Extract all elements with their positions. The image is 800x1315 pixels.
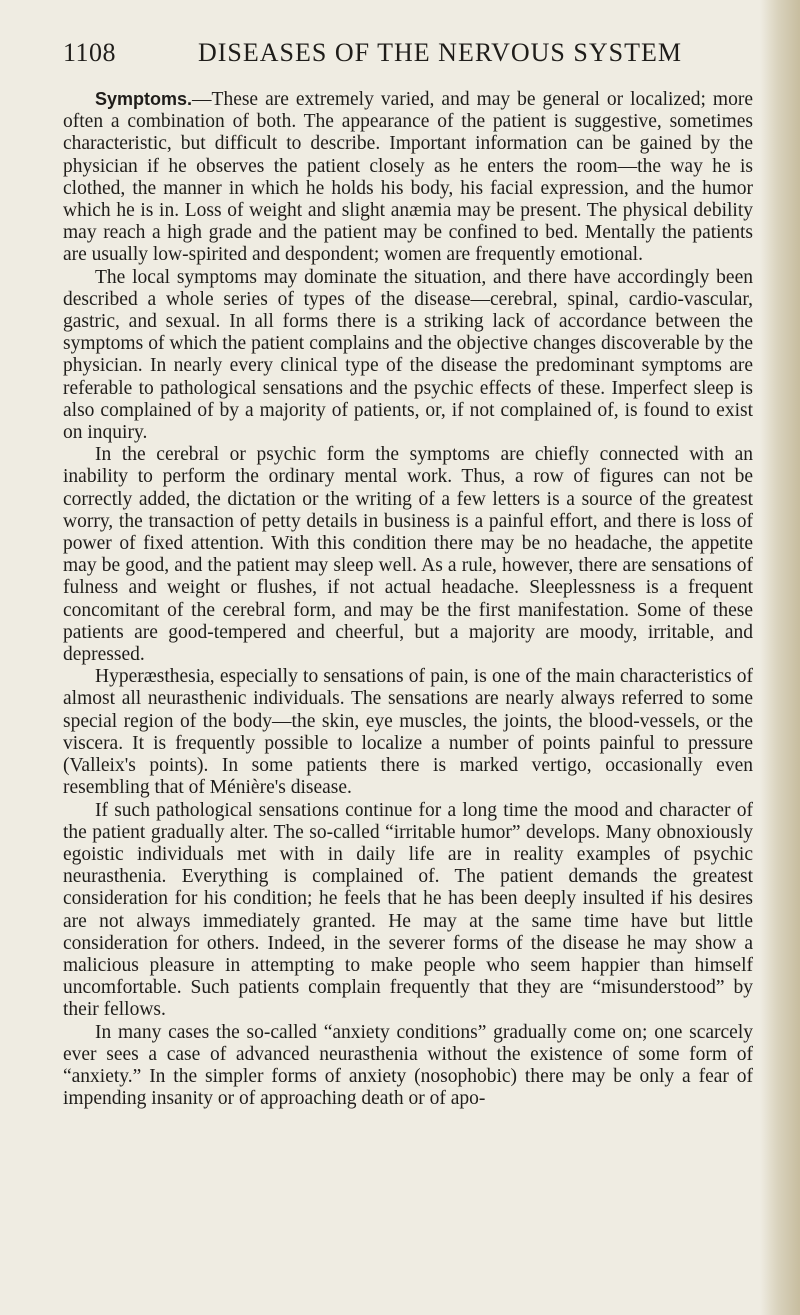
paragraph-irritable-humor: If such pathological sensations continue for a long time the mood and character of the patient gradually alter. The so-called “irritable humor” develops. Many obnoxiously egoistic individuals met with in daily life are in reality examples of psychic neurasthenia. Everything is complained of. The patient demands the greatest consideration for his condition; he feels that he has been deeply insulted if his desires are not always immediately granted. He may at the same time have but little consideration for others. Indeed, in the severer forms of the disease he may show a malicious pleasure in attempting to make people who seem happier than himself uncomfortable. Such patients complain frequently that they are “misunderstood” by their fellows. <box>63 799 753 1021</box>
running-title: DISEASES OF THE NERVOUS SYSTEM <box>198 38 682 67</box>
paragraph-symptoms-intro <box>63 88 753 267</box>
paragraph-local-symptoms: The local symptoms may dominate the situation, and there have accordingly been described a whole series of types of the disease—cerebral, spinal, cardio-vascular, gastric, and sexual. In all forms there is a striking lack of accordance between the symptoms of which the patient complains and the objective changes discoverable by the physician. In nearly every clinical type of the disease the predominant symptoms are referable to pathological sensations and the psychic effects of these. Imperfect sleep is also complained of by a majority of patients, or, if not complained of, is found to exist on inquiry. <box>63 266 753 444</box>
paragraph-anxiety-conditions: In many cases the so-called “anxiety conditions” gradually come on; one scarcely ever sees a case of advanced neurasthenia without the existence of some form of “anxiety.” In the simpler forms of anxiety (nosophobic) there may be only a fear of impending insanity or of approaching death or of apo- <box>63 1021 753 1110</box>
paragraph-hyperaesthesia: Hyperæsthesia, especially to sensations of pain, is one of the main characteristics of almost all neurasthenic individuals. The sensations are nearly always referred to some special region of the body—the skin, eye muscles, the joints, the blood-vessels, or the viscera. It is frequently possible to localize a number of points painful to pressure (Valleix's points). In some patients there is marked vertigo, occasionally even resembling that of Ménière's disease. <box>63 666 753 799</box>
running-header <box>63 38 753 78</box>
section-heading: Symptoms. <box>95 89 193 109</box>
paragraph-text: —These are extremely varied, and may be general or localized; more often a combination of both. The appearance of the patient is suggestive, sometimes characteristic, but difficult to describe. Important information can be gained by the physician if he observes the patient closely as he enters the room—the way he is clothed, the manner in which he holds his body, his facial expression, and the humor which he is in. Loss of weight and slight anæmia may be present. The physical debility may reach a high grade and the patient may be confined to bed. Mentally the patients are usually low-spirited and despondent; women are frequently emotional. <box>63 89 753 266</box>
page-number: 1108 <box>63 38 117 67</box>
paragraph-cerebral-form: In the cerebral or psychic form the symptoms are chiefly connected with an inability to perform the ordinary mental work. Thus, a row of figures can not be correctly added, the dictation or the writing of a few letters is a source of the greatest worry, the transaction of petty details in business is a painful effort, and there is loss of power of fixed attention. With this condition there may be no headache, the appetite may be good, and the patient may sleep well. As a rule, however, there are sensations of fulness and weight or flushes, if not actual headache. Sleeplessness is a frequent concomitant of the cerebral form, and may be the first manifestation. Some of these patients are good-tempered and cheerful, but a majority are moody, irritable, and depressed. <box>63 444 753 666</box>
body-text <box>63 88 753 1110</box>
page-edge-shadow <box>760 0 800 1315</box>
